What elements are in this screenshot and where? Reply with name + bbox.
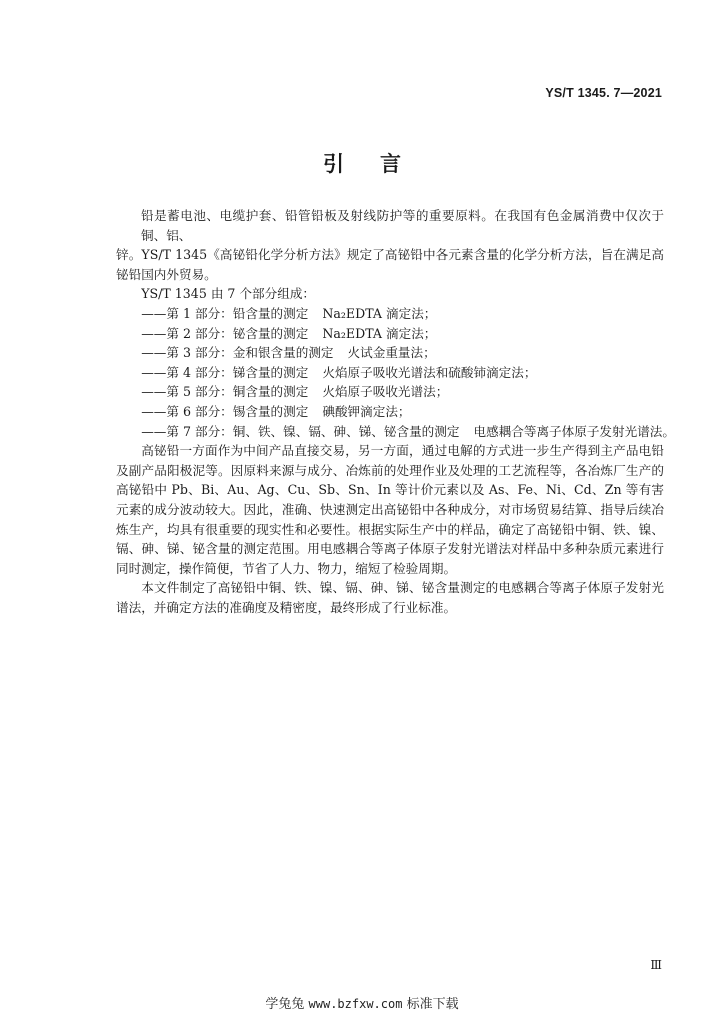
introduction-body (116, 206, 675, 617)
part-label: ——第 3 部分：金和银含量的测定 (141, 345, 334, 361)
footer-site-name: 学兔兔 (265, 997, 305, 1012)
part-method: 电感耦合等离子体原子发射光谱法。 (473, 423, 675, 439)
part-label: ——第 2 部分：铋含量的测定 (141, 325, 309, 341)
intro-paragraph-1-line-1: 铅是蓄电池、电缆护套、铅管铅板及射线防护等的重要原料。在我国有色金属消费中仅次于铜、铝、 (141, 208, 664, 243)
page-number: Ⅲ (650, 958, 662, 972)
part-method: Na₂EDTA 滴定法； (322, 325, 437, 341)
intro-paragraph-1-rest: 锌。YS/T 1345《高铋铅化学分析方法》规定了高铋铅中各元素含量的化学分析方法，旨在满足高铋铅国内外贸易。 (116, 247, 664, 282)
list-item (116, 343, 664, 363)
list-item (116, 422, 675, 442)
list-item (116, 304, 664, 324)
list-item (116, 324, 664, 344)
part-method: Na₂EDTA 滴定法； (322, 305, 437, 321)
parts-intro: YS/T 1345 由 7 个部分组成： (141, 286, 316, 302)
part-method: 火试金重量法； (347, 345, 436, 361)
footer-watermark (0, 993, 724, 1012)
part-label: ——第 1 部分：铅含量的测定 (141, 305, 309, 321)
page-title: 引言 (323, 152, 437, 176)
part-label: ——第 7 部分：铜、铁、镍、镉、砷、锑、铋含量的测定 (141, 423, 460, 439)
list-item (116, 382, 664, 402)
list-item (116, 363, 664, 383)
part-method: 火焰原子吸收光谱法和硫酸铈滴定法； (322, 364, 537, 380)
part-label: ——第 5 部分：铜含量的测定 (141, 384, 309, 400)
parts-list (116, 304, 675, 441)
intro-paragraph-2: 高铋铅一方面作为中间产品直接交易，另一方面，通过电解的方式进一步生产得到主产品电铅及副产品阳极泥等。因原料来源与成分、冶炼前的处理作业及处理的工艺流程等，各冶炼厂生产的高铋铅中 Pb、Bi、Au、Ag、Cu、Sb、Sn、In 等计价元素以及 As、Fe、Ni、Cd、Zn 等有害元素的成分波动较大。因此，准确、快速测定出高铋铅中各种成分，对市场贸易结算、指导后续冶炼生产，均具有很重要的现实性和必要性。根据实际生产中的样品，确定了高铋铅中铜、铁、镍、镉、砷、锑、铋含量的测定范围。用电感耦合等离子体原子发射光谱法对样品中多种杂质元素进行同时测定，操作简便，节省了人力、物力，缩短了检验周期。 (116, 443, 664, 576)
footer-url[interactable]: www.bzfxw.com (308, 997, 403, 1011)
list-item (116, 402, 664, 422)
footer-tagline: 标准下载 (406, 997, 459, 1012)
intro-paragraph-3: 本文件制定了高铋铅中铜、铁、镍、镉、砷、锑、铋含量测定的电感耦合等离子体原子发射光谱法，并确定方法的准确度及精密度，最终形成了行业标准。 (116, 580, 664, 615)
part-label: ——第 6 部分：锡含量的测定 (141, 403, 309, 419)
part-method: 碘酸钾滴定法； (322, 403, 411, 419)
part-method: 火焰原子吸收光谱法； (322, 384, 449, 400)
standard-code: YS/T 1345. 7—2021 (545, 86, 662, 100)
part-label: ——第 4 部分：锑含量的测定 (141, 364, 309, 380)
